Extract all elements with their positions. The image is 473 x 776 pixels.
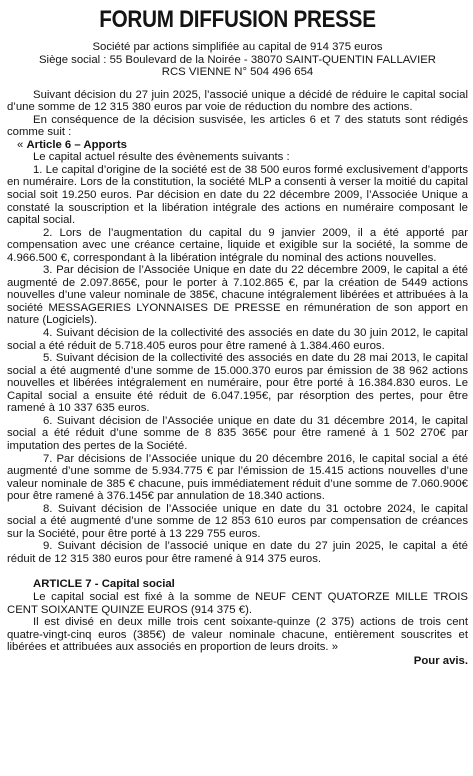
open-quote: « xyxy=(17,138,27,151)
article-6-item-1: 1. Le capital d’origine de la société est de 38 500 euros formé exclusivement d’apports en numéraire. Lors de la constitution, la société MLP a consenti à verser la moitié du capital social soit 19.250 euros. Par décision en date du 22 décembre 2009, l’Associée Unique a constaté la souscription et la libération intégrale des actions en numéraire composant le capital social. xyxy=(7,163,468,227)
intro-paragraph-2: En conséquence de la décision susvisée, les articles 6 et 7 des statuts sont rédigés comme suit : xyxy=(7,113,468,139)
article-6-item-7: 7. Par décisions de l’Associée unique du 20 décembre 2016, le capital social a été augmenté d’une somme de 5.934.775 € par l’émission de 15.415 actions nouvelles d’une valeur nominale de 385 € chacune, puis immédiatement réduit d’une somme de 7.060.900€ pour être ramené à 376.145€ par annulation de 18.340 actions. xyxy=(7,452,468,503)
company-form-capital: Société par actions simplifiée au capital de 914 375 euros xyxy=(92,41,383,53)
article-6-heading: Article 6 – Apports xyxy=(26,138,127,151)
article-6-item-8: 8. Suivant décision de l’Associée unique en date du 31 octobre 2024, le capital social a été augmenté d’une somme de 12 853 610 euros par compensation de créances sur la Société, pour être porté à 13 229 755 euros. xyxy=(7,502,468,540)
article-6-item-9: 9. Suivant décision de l’associé unique en date du 27 juin 2025, le capital a été réduit de 12 315 380 euros pour être ramené à 914 375 euros. xyxy=(7,540,468,565)
article-6-item-2: 2. Lors de l’augmentation du capital du 9 janvier 2009, il a été apporté par compensation avec une créance certaine, liquide et exigible sur la société, la somme de 4.966.500 €, correspondant à la libération intégrale du nominal des actions nouvelles. xyxy=(7,226,468,264)
article-7-heading: ARTICLE 7 - Capital social xyxy=(33,578,175,591)
article-6-lead: Le capital actuel résulte des évènements suivants : xyxy=(33,151,290,164)
signature: Pour avis. xyxy=(413,654,468,667)
article-6-item-3: 3. Par décision de l’Associée Unique en date du 22 décembre 2009, le capital a été augmenté de 2.097.865€, pour le porter à 7.102.865 €, par la création de 5449 actions nouvelles d’une valeur nominale de 385€, chacune intégralement libérées et attribuées à la société MESSAGERIES LYONNAISES DE PRESSE en rémunération de son apport en nature (Logiciels). xyxy=(7,264,468,327)
company-title: FORUM DIFFUSION PRESSE xyxy=(99,6,376,33)
registered-office: Siège social : 55 Boulevard de la Noirée - 38070 SAINT-QUENTIN FALLAVIER xyxy=(38,53,436,66)
article-7-paragraph-2: Il est divisé en deux mille trois cent soixante-quinze (2 375) actions de trois cent quatre-vingt-cinq euros (385€) de valeur nominale chacune, entièrement souscrites et libérées et attribuées aux associés en proportion de leurs droits. » xyxy=(7,616,468,654)
article-6-item-6: 6. Suivant décision de l’Associée unique en date du 31 décembre 2014, le capital social a été réduit d’une somme de 8 835 365€ pour être ramené à 1 502 270€ par imputation des pertes de la Société. xyxy=(7,414,468,452)
intro-paragraph-1: Suivant décision du 27 juin 2025, l’associé unique a décidé de réduire le capital social d’une somme de 12 315 380 euros par voie de réduction du nombre des actions. xyxy=(7,88,468,114)
article-7-paragraph-1: Le capital social est fixé à la somme de NEUF CENT QUATORZE MILLE TROIS CENT SOIXANTE QUINZE EUROS (914 375 €). xyxy=(7,590,468,616)
rcs-number: RCS VIENNE N° 504 496 654 xyxy=(161,66,314,79)
article-6-item-5: 5. Suivant décision de la collectivité des associés en date du 28 mai 2013, le capital social a été augmenté d’une somme de 15.000.370 euros par émission de 38 962 actions nouvelles et libérées intégralement en numéraire, pour être porté à 16.384.830 euros. Le Capital social a ensuite été réduit de 6.047.195€, par résorption des pertes, pour être ramené à 10 337 635 euros. xyxy=(7,352,468,415)
article-6-heading-line xyxy=(7,139,468,152)
article-6-item-4: 4. Suivant décision de la collectivité des associés en date du 30 juin 2012, le capital social a été réduit de 5.718.405 euros pour être ramené à 1.384.460 euros. xyxy=(7,327,468,352)
